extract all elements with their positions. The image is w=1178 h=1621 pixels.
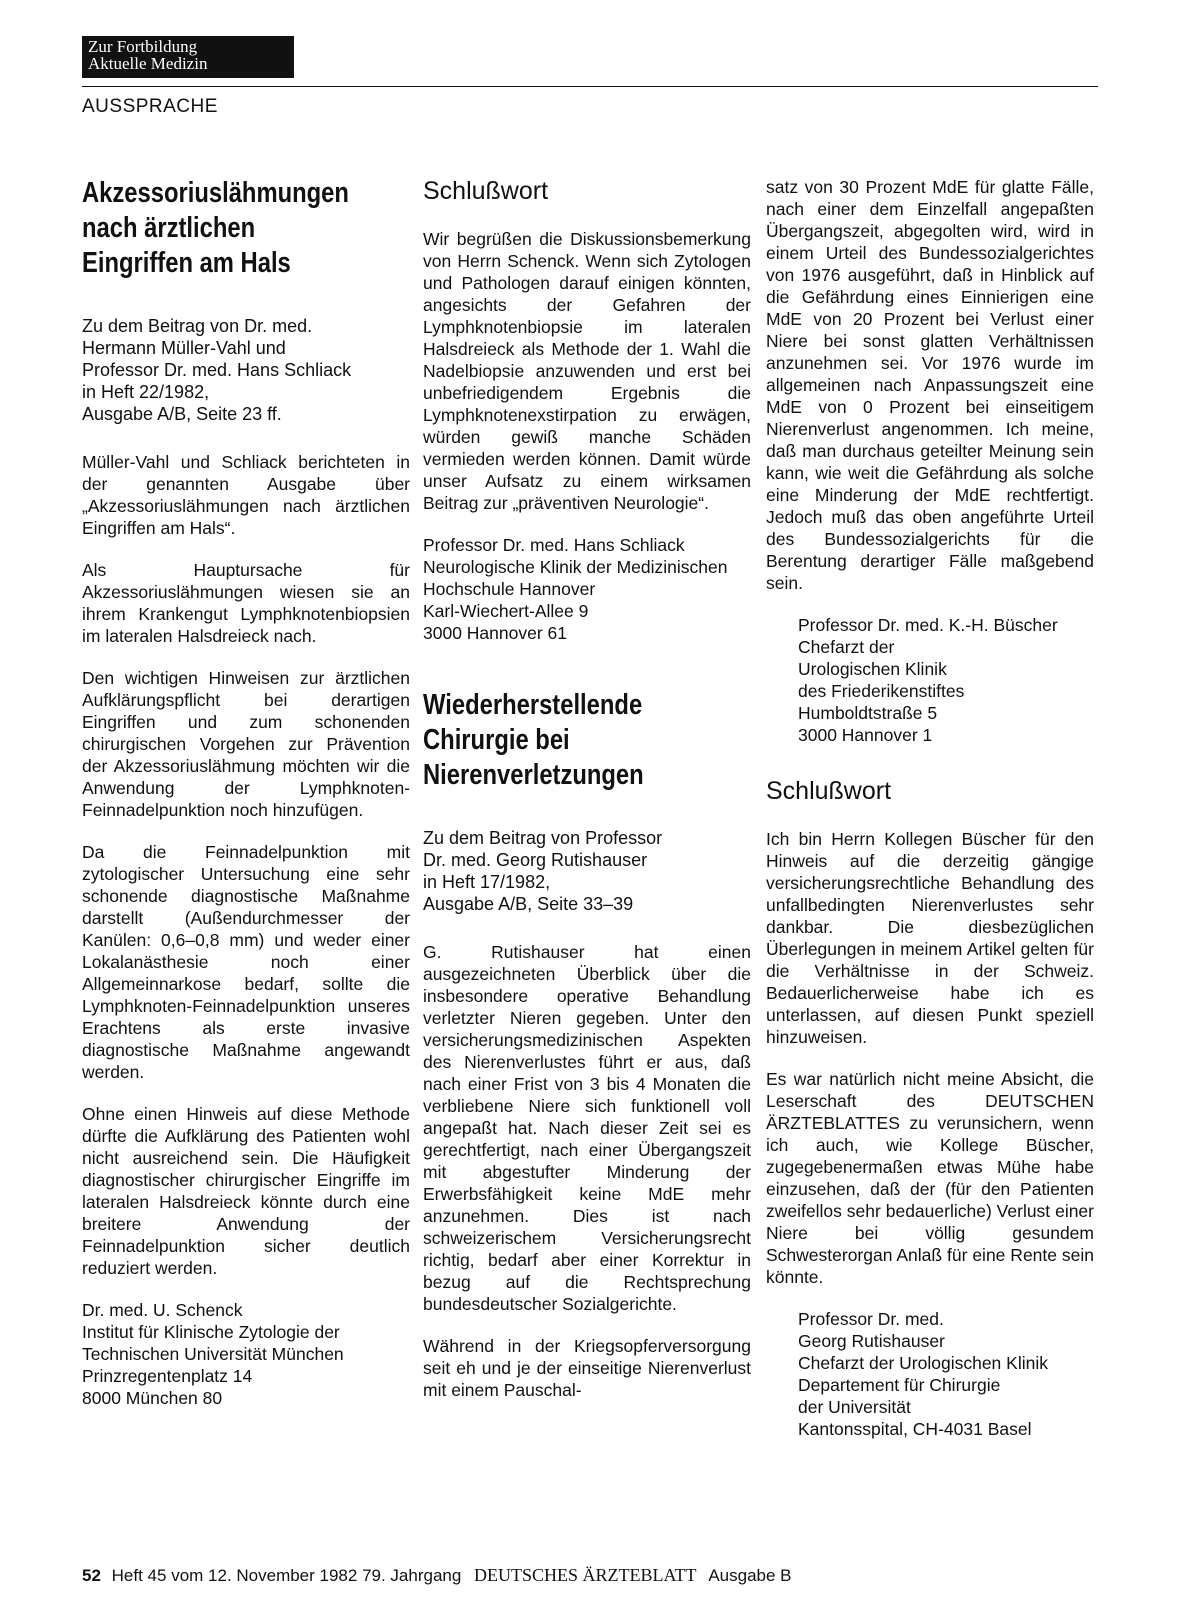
paragraph: Den wichtigen Hinweisen zur ärztlichen Aufklärungspflicht bei derartigen Eingriffen und zum schonenden chirurgischen Vorgehen zur Prävention der Akzessoriuslähmung möchten wir die Anwendung der Lymphknoten-Feinnadelpunktion noch hinzufügen. (82, 668, 410, 820)
signature-line: Professor Dr. med. K.-H. Büscher (798, 615, 1058, 635)
section-label: AUSSPRACHE (82, 96, 218, 117)
signature-line: Technischen Universität München (82, 1344, 344, 1364)
reference-line: Ausgabe A/B, Seite 23 ff. (82, 404, 282, 424)
paragraph: Da die Feinnadelpunktion mit zytologischer Untersuchung eine sehr schonende diagnostische Maßnahme darstellt (Außendurchmesser der Kanülen: 0,6–0,8 mm) und weder einer Lokalanästhesie noch einer Allgemeinnarkose bedarf, sollte die Lymphknoten-Feinnadelpunktion unseres Erachtens als erste invasive diagnostische Maßnahme angewandt werden. (82, 842, 410, 1082)
signature-line: Humboldtstraße 5 (798, 703, 938, 723)
reference-line: in Heft 22/1982, (82, 382, 210, 402)
reference-line: Zu dem Beitrag von Professor (423, 828, 663, 848)
article-title-2 (423, 688, 751, 793)
header-rule (82, 86, 1098, 87)
signature-line: der Universität (798, 1397, 911, 1417)
edition-label: Ausgabe B (708, 1566, 792, 1585)
reference-line: Ausgabe A/B, Seite 33–39 (423, 894, 634, 914)
reference-line: Professor Dr. med. Hans Schliack (82, 360, 352, 380)
paragraph: Während in der Kriegsopferversorgung seit eh und je der einseitige Nierenverlust mit einem Pauschal- (423, 1336, 751, 1400)
signature-line: Institut für Klinische Zytologie der (82, 1322, 340, 1342)
department-label-line2: Aktuelle Medizin (88, 54, 208, 73)
page-footer (82, 1565, 792, 1586)
signature-line: Chefarzt der Urologischen Klinik (798, 1353, 1048, 1373)
author-signature-rutishauser (766, 1308, 1094, 1440)
paragraph: Ohne einen Hinweis auf diese Methode dürfte die Aufklärung des Patienten wohl nicht ausreichend sein. Die Häufigkeit diagnostischer chirurgischer Eingriffe im lateralen Halsdreieck könnte durch eine breitere Anwendung der Feinnadelpunktion sicher deutlich reduziert werden. (82, 1104, 410, 1278)
signature-line: Urologischen Klinik (798, 659, 947, 679)
title-line: Eingriffen am Hals (82, 247, 291, 279)
column-2 (423, 176, 751, 1421)
department-label-box (82, 36, 294, 78)
signature-line: Kantonsspital, CH-4031 Basel (798, 1419, 1032, 1439)
signature-line: 3000 Hannover 61 (423, 623, 567, 643)
page-number: 52 (82, 1566, 101, 1585)
signature-line: Professor Dr. med. Hans Schliack (423, 535, 685, 555)
article-reference-1 (82, 315, 410, 425)
article-title-1 (82, 176, 410, 281)
paragraph: Es war natürlich nicht meine Absicht, die Leserschaft des DEUTSCHEN ÄRZTEBLATTES zu verunsichern, wenn ich auch, wie Kollege Büscher, zugegebenermaßen etwas Mühe habe einzusehen, daß der (für den Patienten zweifellos sehr bedauerliche) Verlust einer Niere bei völlig gesundem Schwesterorgan Anlaß für eine Rente sein könnte. (766, 1069, 1094, 1287)
signature-line: Chefarzt der (798, 637, 895, 657)
paragraph: Wir begrüßen die Diskussionsbemerkung von Herrn Schenck. Wenn sich Zytologen und Pathologen darauf einigen könnten, angesichts der Gefahren der Lymphknotenbiopsie im lateralen Halsdreieck als Methode der 1. Wahl die Nadelbiopsie anzuwenden und erst bei unbefriedigendem Ergebnis die Lymphknotenexstirpation zu erwägen, würden gewiß manche Schäden vermieden werden können. Damit würde unser Aufsatz zu einem wirksamen Beitrag zur „präventiven Neurologie“. (423, 229, 751, 513)
paragraph: Als Hauptursache für Akzessoriuslähmungen wiesen sie an ihrem Krankengut Lymphknotenbiopsien im lateralen Halsdreieck nach. (82, 560, 410, 646)
signature-line: Dr. med. U. Schenck (82, 1300, 243, 1320)
journal-name: DEUTSCHES ÄRZTEBLATT (474, 1565, 697, 1585)
title-line: nach ärztlichen (82, 212, 256, 244)
reference-line: in Heft 17/1982, (423, 872, 551, 892)
paragraph: Müller-Vahl und Schliack berichteten in der genannten Ausgabe über „Akzessoriuslähmungen nach ärztlichen Eingriffen am Hals“. (82, 452, 410, 538)
reference-line: Hermann Müller-Vahl und (82, 338, 286, 358)
signature-line: Neurologische Klinik der Medizinischen Hochschule Hannover (423, 557, 728, 599)
paragraph: Ich bin Herrn Kollegen Büscher für den Hinweis auf die derzeitig gängige versicherungsrechtliche Behandlung des unfallbedingten Nierenverlustes sehr dankbar. Die diesbezüglichen Überlegungen in meinem Artikel gelten für die Verhältnisse in der Schweiz. Bedauerlicherweise habe ich es unterlassen, auf diesen Punkt speziell hinzuweisen. (766, 829, 1094, 1047)
signature-line: Prinzregentenplatz 14 (82, 1366, 253, 1386)
signature-line: 3000 Hannover 1 (798, 725, 933, 745)
title-line: Akzessoriuslähmungen (82, 177, 349, 209)
title-line: Wiederherstellende (423, 689, 643, 721)
title-line: Chirurgie bei (423, 724, 570, 756)
reference-line: Dr. med. Georg Rutishauser (423, 850, 648, 870)
signature-line: Georg Rutishauser (798, 1331, 945, 1351)
column-3 (766, 176, 1094, 1470)
signature-line: Departement für Chirurgie (798, 1375, 1001, 1395)
issue-info: Heft 45 vom 12. November 1982 79. Jahrgang (111, 1566, 462, 1585)
author-signature-schliack (423, 534, 751, 644)
signature-line: Karl-Wiechert-Allee 9 (423, 601, 589, 621)
signature-line: Professor Dr. med. (798, 1309, 944, 1329)
article-reference-2 (423, 827, 751, 915)
closing-heading: Schlußwort (423, 177, 549, 205)
author-signature-buescher (766, 614, 1094, 746)
title-line: Nierenverletzungen (423, 759, 644, 791)
paragraph: satz von 30 Prozent MdE für glatte Fälle, nach einer dem Einzelfall angepaßten Übergangszeit, abgegolten wird, wird in einem Urteil des Bundessozialgerichtes von 1976 ausgeführt, daß in Hinblick auf die Gefährdung eines Einnierigen eine MdE von 20 Prozent bei Verlust einer Niere bei sonst glatten Verhältnissen anzunehmen sei. Vor 1976 wurde im allgemeinen nach Anpassungszeit eine MdE von 0 Prozent bei einseitigem Nierenverlust angenommen. Ich meine, daß man durchaus geteilter Meinung sein kann, wie weit die Gefährdung als solche eine Minderung der MdE rechtfertigt. Jedoch muß das oben angeführte Urteil des Bundessozialgerichts für die Berentung derartiger Fälle maßgebend sein. (766, 177, 1094, 593)
signature-line: des Friederikenstiftes (798, 681, 965, 701)
signature-line: 8000 München 80 (82, 1388, 223, 1408)
paragraph: G. Rutishauser hat einen ausgezeichneten Überblick über die insbesondere operative Behandlung verletzter Nieren gegeben. Unter den versicherungsmedizinischen Aspekten des Nierenverlustes führt er aus, daß nach einer Frist von 3 bis 4 Monaten die verbliebene Niere sich funktionell voll angepaßt hat. Nach dieser Zeit sei es gerechtfertigt, nach einer Übergangszeit mit abgestufter Minderung der Erwerbsfähigkeit keine MdE mehr anzunehmen. Dies ist nach schweizerischem Versicherungsrecht richtig, bedarf aber einer Korrektur in bezug auf die Rechtsprechung bundesdeutscher Sozialgerichte. (423, 942, 751, 1314)
closing-heading: Schlußwort (766, 777, 892, 805)
department-label-line1: Zur Fortbildung (88, 37, 198, 56)
column-1 (82, 176, 410, 1439)
author-signature-schenck (82, 1299, 410, 1409)
reference-line: Zu dem Beitrag von Dr. med. (82, 316, 313, 336)
